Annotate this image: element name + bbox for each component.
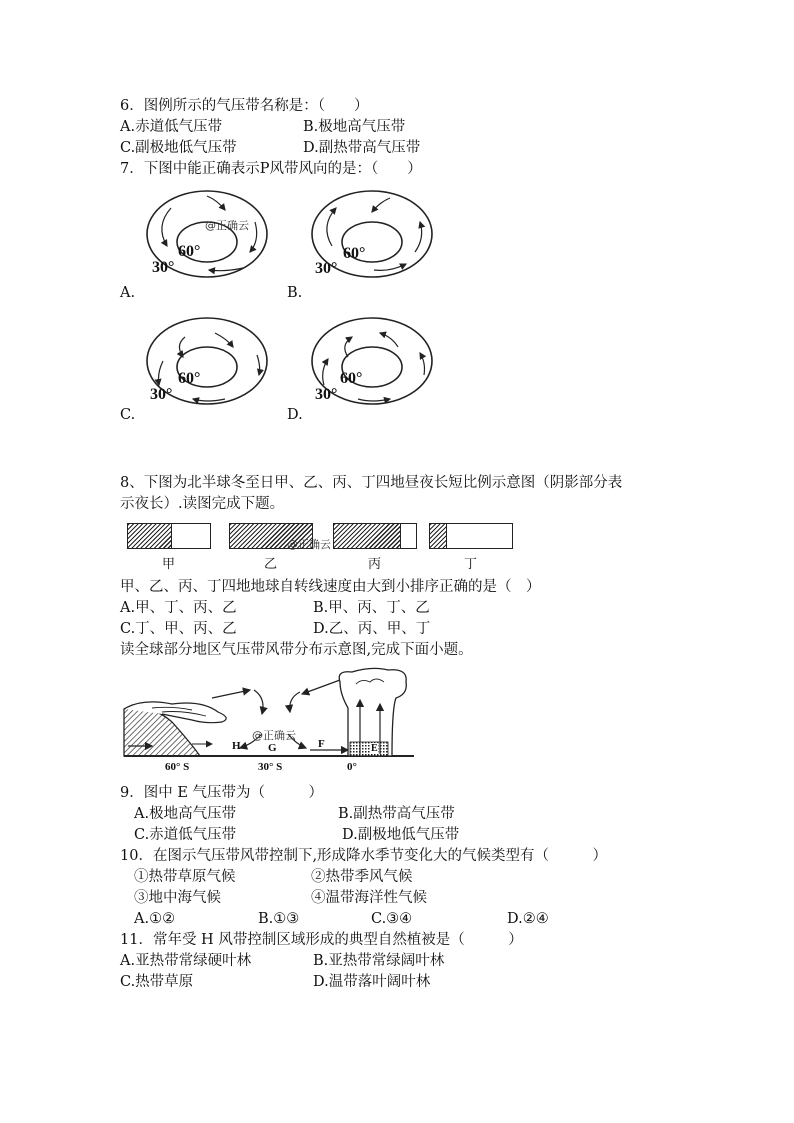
label-f: F [318, 738, 325, 750]
q9-option-c: C.赤道低气压带 [134, 827, 237, 843]
q10-item-2: ②热带季风气候 [311, 869, 413, 885]
q7-stem: 7．下图中能正确表示P风带风向的是：（ ） [120, 161, 422, 177]
q7-c-lat-60: 60° [178, 370, 201, 387]
q6-stem: 6．图例所示的气压带名称是：（ ） [120, 98, 369, 114]
intro-text: 读全球部分地区气压带风带分布示意图,完成下面小题。 [120, 642, 473, 658]
q11-stem: 11．常年受 H 风带控制区域形成的典型自然植被是（ ） [120, 932, 523, 948]
q7-a-lat-30: 30° [152, 259, 175, 276]
q10-item-4: ④温带海洋性气候 [311, 890, 427, 906]
q8-stem-line1: 8、下图为北半球冬至日甲、乙、丙、丁四地昼夜长短比例示意图（阴影部分表 [120, 475, 623, 491]
q7-d-lat-30: 30° [315, 386, 338, 403]
q7-a-lat-60: 60° [178, 243, 201, 260]
q8-option-c: C.丁、甲、丙、乙 [120, 621, 237, 637]
q6-option-a: A.赤道低气压带 [120, 119, 223, 135]
q7-b-lat-30: 30° [315, 260, 338, 277]
q9-stem: 9．图中 E 气压带为（ ） [120, 785, 324, 801]
q8-option-b: B.甲、丙、丁、乙 [313, 600, 430, 616]
q7-a-watermark: @正确云 [205, 219, 249, 232]
place-label: 丁 [464, 557, 478, 572]
q11-option-c: C.热带草原 [120, 974, 194, 990]
q10-option-c: C.③④ [371, 911, 413, 927]
q10-option-b: B.①③ [258, 911, 300, 927]
q8-option-d: D.乙、丙、甲、丁 [313, 621, 431, 637]
q7-b-lat-60: 60° [343, 245, 366, 262]
night-length-shade [128, 524, 172, 548]
q7-label-c: C. [120, 407, 136, 423]
day-night-bar-1 [127, 523, 211, 549]
q10-stem: 10．在图示气压带风带控制下,形成降水季节变化大的气候类型有（ ） [120, 848, 608, 864]
q11-option-a: A.亚热带常绿硬叶林 [120, 953, 252, 969]
q10-option-d: D.②④ [507, 911, 549, 927]
label-h: H [232, 740, 241, 752]
q11-option-b: B.亚热带常绿阔叶林 [313, 953, 445, 969]
q10-option-a: A.①② [134, 911, 176, 927]
day-night-bar-3 [333, 523, 417, 549]
q10-item-1: ①热带草原气候 [134, 869, 236, 885]
place-label: 丙 [368, 557, 382, 572]
q8-question: 甲、乙、丙、丁四地地球自转线速度由大到小排序正确的是（ ） [120, 579, 541, 595]
night-length-shade [334, 524, 401, 548]
lat-30s: 30° S [258, 761, 283, 773]
place-label: 甲 [162, 557, 176, 572]
q9-option-b: B.副热带高气压带 [338, 806, 455, 822]
lat-60s: 60° S [165, 761, 190, 773]
q6-option-c: C.副极地低气压带 [120, 140, 237, 156]
q10-item-3: ③地中海气候 [134, 890, 221, 906]
day-night-bar-4 [429, 523, 513, 549]
q6-option-b: B.极地高气压带 [303, 119, 406, 135]
diagram-watermark: @正确云 [252, 729, 296, 742]
q7-label-b: B. [287, 285, 303, 301]
label-g: G [268, 742, 277, 754]
q9-option-d: D.副极地低气压带 [342, 827, 460, 843]
q6-option-d: D.副热带高气压带 [303, 140, 421, 156]
night-length-shade [430, 524, 447, 548]
q7-label-a: A. [120, 285, 136, 301]
q8-option-a: A.甲、丁、丙、乙 [120, 600, 237, 616]
place-label: 乙 [264, 557, 278, 572]
label-e: E [371, 743, 378, 754]
q7-d-lat-60: 60° [340, 370, 363, 387]
lat-0: 0° [347, 761, 357, 773]
q8-watermark: @正确云 [287, 538, 331, 551]
q8-stem-line2: 示夜长）.读图完成下题。 [120, 496, 285, 512]
q7-label-d: D. [287, 407, 303, 423]
q7-c-lat-30: 30° [150, 386, 173, 403]
q11-option-d: D.温带落叶阔叶林 [313, 974, 431, 990]
q9-option-a: A.极地高气压带 [134, 806, 237, 822]
